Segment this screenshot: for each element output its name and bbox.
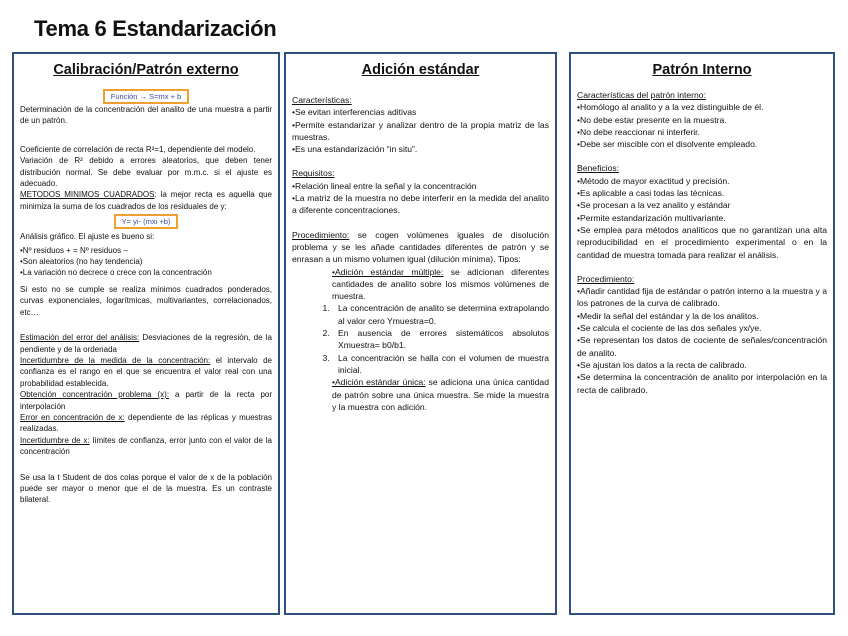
list-item: •Se procesan a la vez analito y estándar bbox=[577, 200, 731, 211]
correlation-text: Coeficiente de correlación de recta R²=1, dependiente del modelo. bbox=[20, 144, 256, 154]
graphic-analysis-text: Análisis gráfico. El ajuste es bueno si: bbox=[20, 232, 155, 242]
list-item: •Se representan los datos de cociente de señales/concentración de analito. bbox=[577, 335, 827, 358]
bullet-item: •Nº residuos + = Nº residuos – bbox=[20, 245, 128, 255]
multiple-addition-steps bbox=[292, 302, 549, 376]
list-item: 1. La concentración de analito se determina extrapolando al valor cero Ymuestra=0. bbox=[332, 302, 549, 327]
list-item: •La matriz de la muestra no debe interferir en la medida del analito a diferente concentraciones. bbox=[292, 193, 549, 216]
t-student-text: Se usa la t Student de dos colas porque el valor de x de la población puede ser mayor o menor que el de la muestra. Es un contraste bilateral. bbox=[20, 472, 272, 505]
standard-addition-panel bbox=[284, 52, 557, 615]
list-item: Obtención concentración problema (x): a partir de la recta por interpolación bbox=[20, 390, 273, 411]
list-item: •Es una estandarización “in situ”. bbox=[292, 144, 418, 155]
list-item: Error en concentración de x: dependiente de las réplicas y muestras realizadas. bbox=[20, 412, 273, 434]
calibration-definition: Determinación de la concentración del analito de una muestra a partir de un patrón. bbox=[20, 105, 272, 126]
bullet-item: •La variación no decrece o crece con la concentración bbox=[20, 268, 212, 278]
list-item: Estimación del error del análisis: Desviaciones de la regresión, de la pendiente y de la ordenada bbox=[20, 333, 272, 354]
list-item: •Debe ser miscible con el disolvente empleado. bbox=[577, 139, 758, 150]
calibration-panel bbox=[12, 52, 280, 615]
function-formula-box: Función → S=mx + b bbox=[103, 89, 189, 104]
section-title: Características: bbox=[292, 95, 352, 105]
list-item: •Es aplicable a casi todas las técnicas. bbox=[577, 188, 725, 199]
list-item: •Se ajustan los datos a la recta de calibrado. bbox=[577, 359, 747, 370]
list-item: •Se evitan interferencias aditivas bbox=[292, 107, 417, 118]
procedure-text: Procedimiento: se cogen volúmenes iguales de disolución problema y se les añade cantidades diferentes de patrón y se enrasan a un mismo volumen igual (dilución mínima). Tipos: bbox=[292, 229, 549, 265]
fallback-methods-text: Si esto no se cumple se realiza mínimos cuadrados ponderados, curvas exponenciales, logarítmicas, multivariantes, correlacionados, etc… bbox=[20, 284, 272, 317]
bullet-item: •Son aleatorios (no hay tendencia) bbox=[20, 257, 143, 267]
variation-text: Variación de R² debido a errores aleatorios, que deben tener distribución normal. Se debe evaluar por m.m.c. si el ajuste es adecuado. bbox=[20, 156, 272, 189]
list-item: •Relación lineal entre la señal y la concentración bbox=[292, 180, 477, 191]
list-item: 3. La concentración se halla con el volumen de muestra inicial. bbox=[332, 352, 549, 377]
list-item: Incertidumbre de x: límites de confianza, error junto con el valor de la concentración bbox=[20, 435, 272, 457]
internal-standard-panel bbox=[569, 52, 835, 615]
residual-formula-box: Y= yi- (mxi +b) bbox=[114, 214, 179, 229]
multiple-addition-text: •Adición estándar múltiple: se adicionan diferentes cantidades de analito sobre los mismos volúmenes de muestra. bbox=[332, 266, 549, 302]
list-item: •Medir la señal del estándar y la de los analitos. bbox=[577, 310, 759, 321]
list-item: •Añadir cantidad fija de estándar o patrón interno a la muestra y a los patrones de la curva de calibrado. bbox=[577, 286, 827, 309]
least-squares-text: METODOS MINIMOS CUADRADOS: la mejor recta es aquella que minimiza la suma de los cuadrados de los residuales de y: bbox=[20, 190, 272, 211]
standard-addition-heading: Adición estándar bbox=[361, 62, 480, 78]
list-item: •Permite estandarización multivariante. bbox=[577, 212, 726, 223]
page-title: Tema 6 Estandarización bbox=[34, 16, 277, 41]
list-item: •Permite estandarizar y analizar dentro de la propia matriz de las muestras. bbox=[292, 119, 549, 142]
list-item: •Se emplea para métodos analíticos que no garantizan una alta reproducibilidad en el procedimiento experimental o en la cantidad de muestra tomada para realizar el análisis. bbox=[577, 224, 827, 260]
list-item: •Homólogo al analito y a la vez distinguible de él. bbox=[577, 102, 764, 113]
list-item: •No debe estar presente en la muestra. bbox=[577, 114, 727, 125]
section-title: Características del patrón interno: bbox=[577, 90, 706, 100]
section-title: Requisitos: bbox=[292, 168, 335, 179]
single-addition-text: •Adición estándar única: se adiciona una única cantidad de patrón sobre una única muestra. Se mide la muestra y la muestra con adición. bbox=[332, 377, 549, 412]
list-item: Incertidumbre de la medida de la concentración: el intervalo de confianza es el rango en el que se encuentra el valor real con una probabilidad establecida. bbox=[20, 355, 273, 388]
list-item: •Se determina la concentración de analito por interpolación en la recta de calibrado. bbox=[577, 372, 827, 395]
list-item: •Se calcula el cociente de las dos señales yx/ye. bbox=[577, 323, 762, 334]
section-title: Procedimiento: bbox=[577, 273, 635, 284]
list-item: 2. En ausencia de errores sistemáticos absolutos Xmuestra= b0/b1. bbox=[332, 327, 549, 352]
section-title: Beneficios: bbox=[577, 163, 620, 174]
internal-standard-heading: Patrón Interno bbox=[652, 62, 752, 78]
calibration-heading: Calibración/Patrón externo bbox=[53, 62, 239, 78]
list-item: •No debe reaccionar ni interferir. bbox=[577, 126, 700, 137]
list-item: •Método de mayor exactitud y precisión. bbox=[577, 175, 730, 186]
